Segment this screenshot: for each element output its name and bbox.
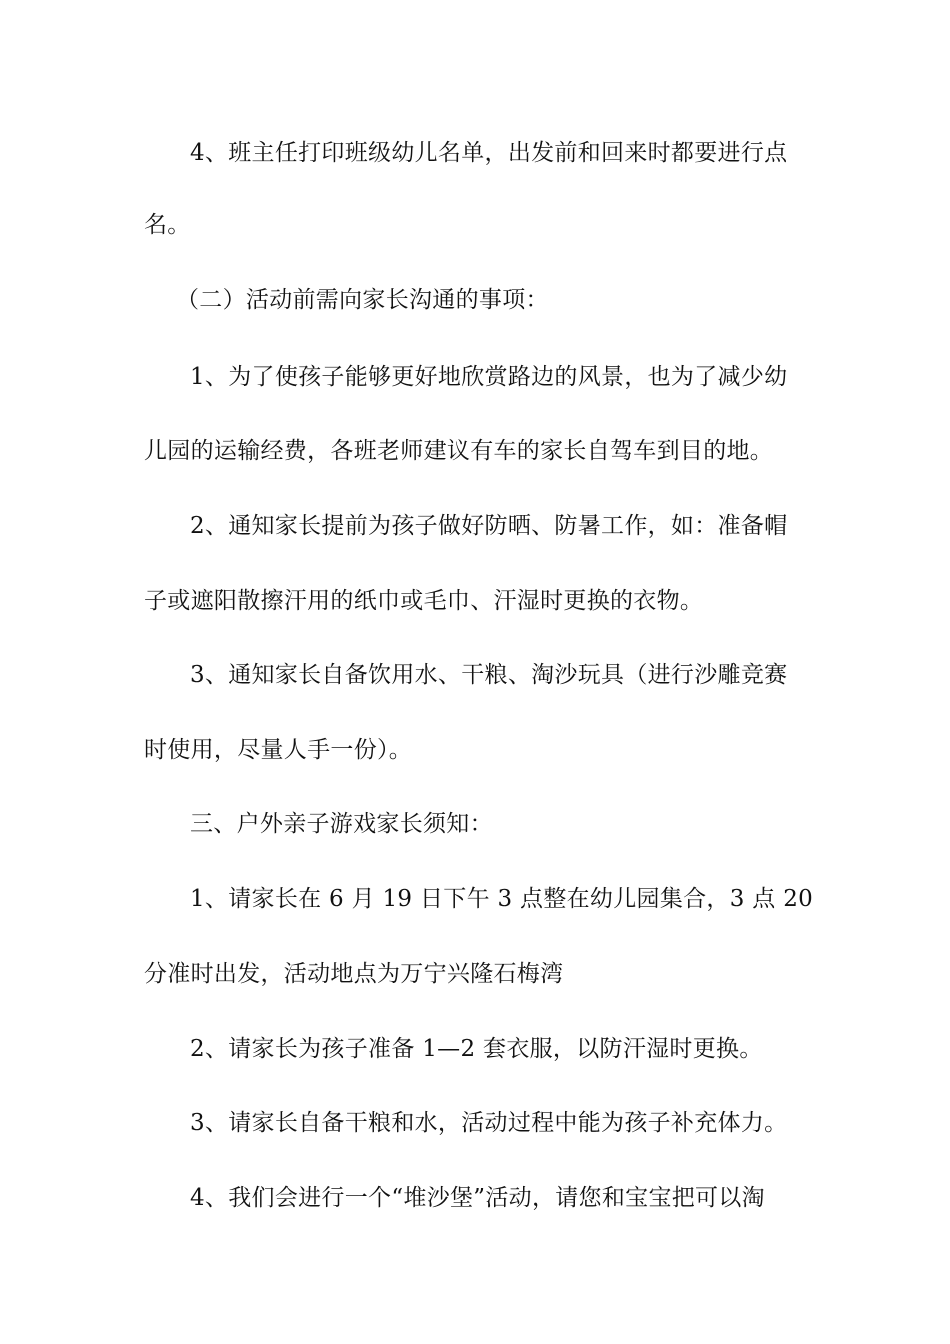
section-heading: （二）活动前需向家长沟通的事项： [176, 287, 549, 313]
paragraph-line: 3、通知家长自备饮用水、干粮、淘沙玩具（进行沙雕竞赛 [190, 662, 788, 688]
paragraph-line: 子或遮阳散擦汗用的纸巾或毛巾、汗湿时更换的衣物。 [144, 588, 704, 614]
paragraph-line: 1、为了使孩子能够更好地欣赏路边的风景，也为了减少幼 [190, 364, 788, 390]
paragraph-line: 3、请家长自备干粮和水，活动过程中能为孩子补充体力。 [190, 1110, 788, 1136]
paragraph-line: 儿园的运输经费，各班老师建议有车的家长自驾车到目的地。 [144, 438, 774, 464]
paragraph-line: 4、我们会进行一个“堆沙堡”活动，请您和宝宝把可以淘 [190, 1185, 765, 1211]
paragraph-line: 2、请家长为孩子准备 1—2 套衣服，以防汗湿时更换。 [190, 1036, 763, 1062]
paragraph-line: 分准时出发，活动地点为万宁兴隆石梅湾 [144, 961, 564, 987]
paragraph-line: 1、请家长在 6 月 19 日下午 3 点整在幼儿园集合，3 点 20 [190, 886, 814, 912]
paragraph-line: 名。 [144, 212, 191, 238]
paragraph-line: 4、班主任打印班级幼儿名单，出发前和回来时都要进行点 [190, 140, 788, 166]
paragraph-line: 时使用，尽量人手一份）。 [144, 737, 413, 763]
paragraph-line: 2、通知家长提前为孩子做好防晒、防暑工作，如：准备帽 [190, 513, 788, 539]
section-heading: 三、户外亲子游戏家长须知： [190, 811, 493, 837]
